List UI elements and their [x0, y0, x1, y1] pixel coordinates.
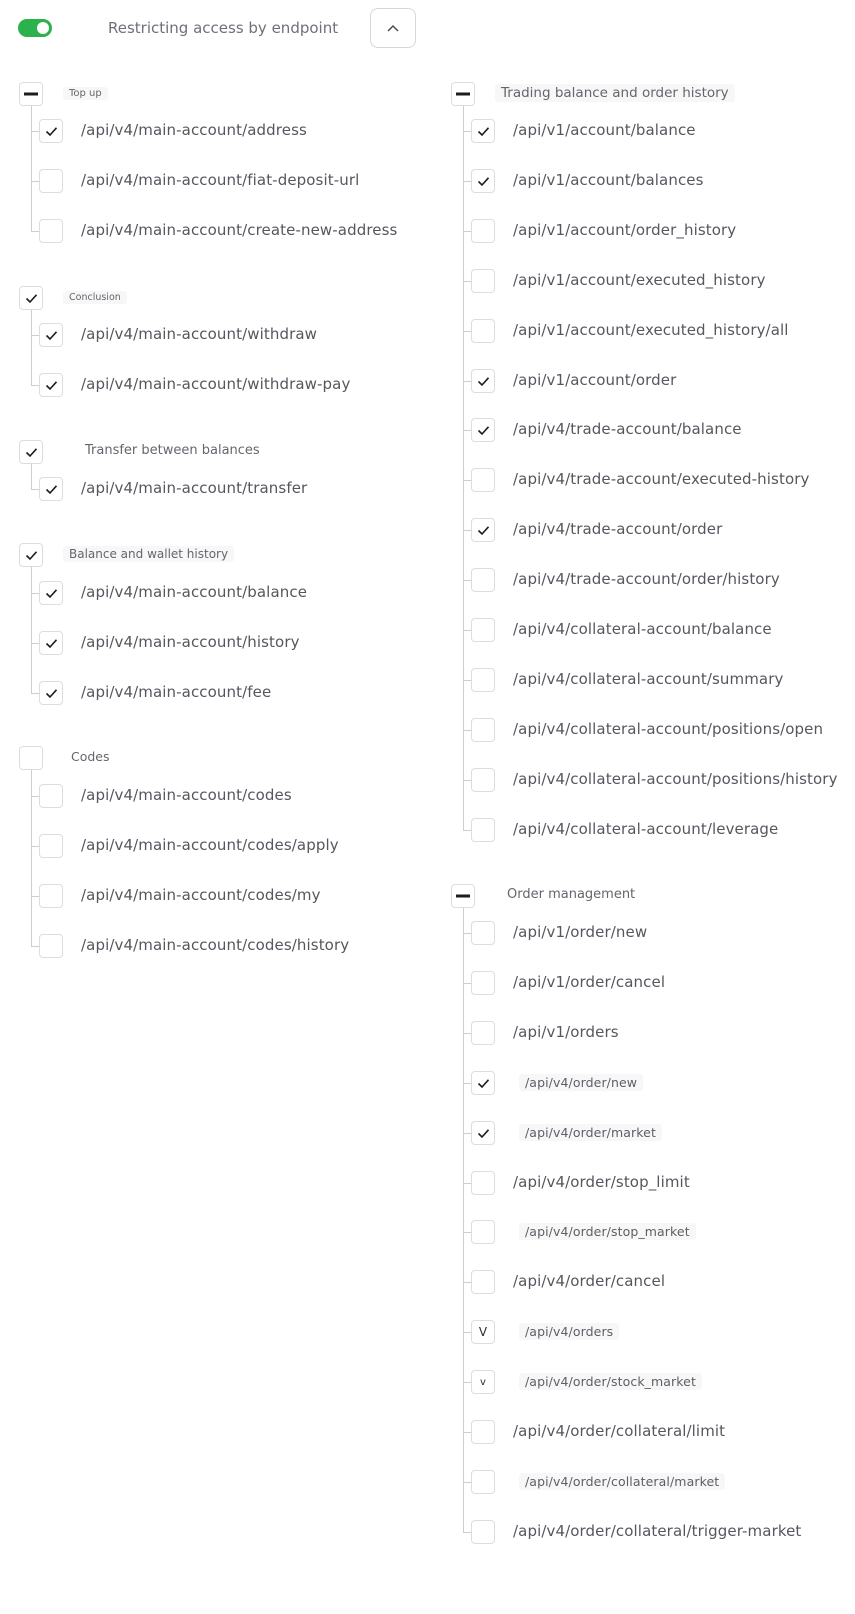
right_groups-item-checkbox[interactable] — [471, 768, 495, 792]
left_groups-group-4-checkbox[interactable] — [19, 746, 43, 770]
left_groups-group-1-checkbox[interactable] — [19, 286, 43, 310]
endpoint-label: /api/v4/main-account/codes — [81, 786, 292, 804]
left_groups-item-checkbox[interactable] — [39, 934, 63, 958]
endpoint-label: /api/v4/main-account/balance — [81, 583, 308, 601]
tree-branch — [463, 1482, 471, 1483]
tree-branch — [31, 385, 39, 386]
checkmark-icon — [45, 380, 58, 391]
checkmark-icon — [477, 425, 490, 436]
endpoint-label: /api/v4/main-account/withdraw-pay — [81, 375, 351, 393]
tree-branch — [463, 1532, 471, 1533]
tree-branch — [463, 331, 471, 332]
checkmark-icon — [477, 525, 490, 536]
group-label: Codes — [71, 749, 110, 764]
endpoint-label: /api/v4/trade-account/balance — [513, 420, 742, 438]
right_groups-item-checkbox[interactable] — [471, 518, 495, 542]
left_groups-item-checkbox[interactable] — [39, 784, 63, 808]
endpoint-label: /api/v4/order/cancel — [513, 1272, 666, 1290]
right_groups-item-checkbox[interactable] — [471, 1520, 495, 1544]
left_groups-item-checkbox[interactable] — [39, 477, 63, 501]
tree-branch — [463, 1382, 471, 1383]
tree-branch — [463, 830, 471, 831]
left_groups-item-checkbox[interactable] — [39, 884, 63, 908]
endpoint-label: /api/v4/main-account/codes/apply — [81, 836, 339, 854]
tree-branch — [463, 181, 471, 182]
left_groups-item-checkbox[interactable] — [39, 169, 63, 193]
right_groups-item-checkbox[interactable] — [471, 319, 495, 343]
right_groups-group-0-checkbox[interactable] — [451, 82, 475, 106]
endpoint-label: /api/v4/main-account/create-new-address — [81, 221, 398, 239]
tree-branch — [463, 730, 471, 731]
group-label: Trading balance and order history — [495, 84, 735, 102]
tree-branch — [463, 983, 471, 984]
right_groups-item-checkbox[interactable] — [471, 668, 495, 692]
checkmark-icon — [45, 126, 58, 137]
checkmark-icon — [45, 638, 58, 649]
endpoint-label: /api/v4/order/collateral/market — [519, 1473, 725, 1490]
tree-branch — [463, 1183, 471, 1184]
checkmark-icon — [477, 176, 490, 187]
left_groups-item-checkbox[interactable] — [39, 581, 63, 605]
group-label: Balance and wallet history — [63, 546, 234, 562]
left_groups-item-checkbox[interactable] — [39, 834, 63, 858]
right_groups-group-1-checkbox[interactable] — [451, 884, 475, 908]
right_groups-item-checkbox[interactable] — [471, 1021, 495, 1045]
endpoint-label: /api/v1/account/order_history — [513, 221, 737, 239]
tree-branch — [463, 131, 471, 132]
right_groups-item-checkbox[interactable] — [471, 269, 495, 293]
right_groups-item-checkbox[interactable] — [471, 568, 495, 592]
endpoint-label: /api/v4/trade-account/order/history — [513, 570, 780, 588]
endpoint-label: /api/v4/order/collateral/limit — [513, 1422, 726, 1440]
tree-branch — [463, 381, 471, 382]
endpoint-restriction-toggle[interactable] — [18, 19, 52, 37]
toggle-knob — [37, 22, 49, 34]
right_groups-item-checkbox[interactable] — [471, 1320, 495, 1344]
checkmark-icon — [477, 376, 490, 387]
endpoint-label: /api/v4/collateral-account/positions/open — [513, 720, 824, 738]
endpoint-label: /api/v4/main-account/withdraw — [81, 325, 318, 343]
right_groups-item-checkbox[interactable] — [471, 718, 495, 742]
tree-branch — [31, 946, 39, 947]
tree-branch — [463, 933, 471, 934]
endpoint-label: /api/v1/account/balances — [513, 171, 704, 189]
tree-branch — [31, 489, 39, 490]
group-label: Conclusion — [63, 291, 127, 304]
group-label: Top up — [63, 87, 108, 100]
endpoint-label: /api/v4/main-account/codes/history — [81, 936, 350, 954]
endpoint-label: /api/v4/trade-account/executed-history — [513, 470, 810, 488]
tree-branch — [463, 630, 471, 631]
endpoint-label: /api/v1/account/balance — [513, 121, 696, 139]
endpoint-label: /api/v4/main-account/history — [81, 633, 300, 651]
left_groups-item-checkbox[interactable] — [39, 323, 63, 347]
endpoint-label: /api/v4/order/stop_limit — [513, 1173, 690, 1191]
tree-branch — [463, 1133, 471, 1134]
tree-branch — [463, 1232, 471, 1233]
checkmark-icon — [45, 688, 58, 699]
endpoint-label: /api/v4/main-account/transfer — [81, 479, 308, 497]
tree-branch — [31, 643, 39, 644]
tree-connector — [31, 464, 32, 489]
tree-branch — [463, 1282, 471, 1283]
tree-connector — [31, 567, 32, 693]
group-label: Transfer between balances — [85, 442, 260, 458]
endpoint-label: /api/v4/collateral-account/balance — [513, 620, 772, 638]
endpoint-label: /api/v1/order/new — [513, 923, 648, 941]
tree-branch — [31, 796, 39, 797]
right_groups-item-checkbox[interactable] — [471, 418, 495, 442]
checkmark-icon — [25, 447, 38, 458]
endpoint-label: /api/v1/account/executed_history/all — [513, 321, 789, 339]
left_groups-group-2-checkbox[interactable] — [19, 440, 43, 464]
right_groups-item-checkbox[interactable] — [471, 1270, 495, 1294]
endpoint-label: /api/v4/order/stop_market — [519, 1223, 696, 1240]
checkmark-icon — [25, 550, 38, 561]
left_groups-item-checkbox[interactable] — [39, 219, 63, 243]
checkmark-icon — [45, 484, 58, 495]
right_groups-item-checkbox[interactable] — [471, 1220, 495, 1244]
checkmark-icon — [477, 126, 490, 137]
right_groups-item-checkbox[interactable] — [471, 369, 495, 393]
tree-connector — [463, 106, 464, 830]
right_groups-item-checkbox[interactable] — [471, 618, 495, 642]
endpoint-label: /api/v4/collateral-account/leverage — [513, 820, 779, 838]
endpoint-label: /api/v4/order/collateral/trigger-market — [513, 1522, 802, 1540]
left_groups-item-checkbox[interactable] — [39, 373, 63, 397]
endpoint-label: /api/v1/order/cancel — [513, 973, 666, 991]
tree-branch — [463, 281, 471, 282]
right_groups-item-checkbox[interactable] — [471, 1071, 495, 1095]
tree-branch — [463, 1083, 471, 1084]
endpoint-label: /api/v4/order/market — [519, 1124, 662, 1141]
tree-branch — [31, 846, 39, 847]
endpoint-label: /api/v4/orders — [519, 1323, 619, 1340]
right_groups-item-checkbox[interactable] — [471, 219, 495, 243]
tree-branch — [31, 131, 39, 132]
left_groups-group-0-checkbox[interactable] — [19, 82, 43, 106]
right_groups-item-checkbox[interactable] — [471, 1470, 495, 1494]
tree-branch — [31, 693, 39, 694]
endpoint-label: /api/v4/order/new — [519, 1074, 643, 1091]
tree-branch — [463, 530, 471, 531]
left_groups-item-checkbox[interactable] — [39, 119, 63, 143]
left_groups-group-3-checkbox[interactable] — [19, 543, 43, 567]
endpoint-label: /api/v1/account/executed_history — [513, 271, 766, 289]
tree-connector — [31, 106, 32, 231]
tree-branch — [31, 335, 39, 336]
tree-branch — [463, 580, 471, 581]
tree-connector — [463, 908, 464, 1532]
endpoint-label: /api/v1/account/order — [513, 371, 677, 389]
left_groups-item-checkbox[interactable] — [39, 631, 63, 655]
tree-branch — [463, 1033, 471, 1034]
right_groups-item-checkbox[interactable] — [471, 468, 495, 492]
tree-branch — [463, 680, 471, 681]
endpoint-label: /api/v4/collateral-account/positions/history — [513, 770, 838, 788]
endpoint-label: /api/v4/main-account/fiat-deposit-url — [81, 171, 360, 189]
right_groups-item-checkbox[interactable] — [471, 1171, 495, 1195]
tree-branch — [31, 231, 39, 232]
right_groups-item-checkbox[interactable] — [471, 1370, 495, 1394]
minus-icon — [24, 92, 38, 96]
tree-branch — [463, 480, 471, 481]
tree-branch — [463, 231, 471, 232]
right_groups-item-checkbox[interactable] — [471, 1420, 495, 1444]
tree-branch — [463, 1332, 471, 1333]
endpoint-label: /api/v4/main-account/codes/my — [81, 886, 321, 904]
checkmark-icon — [45, 330, 58, 341]
minus-icon — [456, 92, 470, 96]
collapse-button[interactable] — [370, 8, 416, 48]
endpoint-label: /api/v4/main-account/address — [81, 121, 307, 139]
endpoint-label: /api/v4/order/stock_market — [519, 1373, 702, 1390]
endpoint-label: /api/v4/trade-account/order — [513, 520, 723, 538]
v-mark-icon: V — [478, 1325, 488, 1339]
right_groups-item-checkbox[interactable] — [471, 119, 495, 143]
checkmark-icon — [45, 588, 58, 599]
tree-branch — [463, 430, 471, 431]
endpoint-label: /api/v1/orders — [513, 1023, 619, 1041]
right_groups-item-checkbox[interactable] — [471, 818, 495, 842]
right_groups-item-checkbox[interactable] — [471, 921, 495, 945]
checkmark-icon — [25, 293, 38, 304]
right_groups-item-checkbox[interactable] — [471, 971, 495, 995]
page-title: Restricting access by endpoint — [108, 19, 339, 37]
tree-branch — [31, 593, 39, 594]
right_groups-item-checkbox[interactable] — [471, 1121, 495, 1145]
group-label: Order management — [507, 886, 636, 902]
tree-branch — [31, 181, 39, 182]
minus-icon — [456, 894, 470, 898]
tree-branch — [31, 896, 39, 897]
endpoint-label: /api/v4/collateral-account/summary — [513, 670, 784, 688]
tree-branch — [463, 780, 471, 781]
endpoint-label: /api/v4/main-account/fee — [81, 683, 272, 701]
tree-connector — [31, 310, 32, 385]
checkmark-icon — [477, 1128, 490, 1139]
checkmark-icon — [477, 1078, 490, 1089]
chevron-up-icon — [387, 24, 399, 32]
tree-branch — [463, 1432, 471, 1433]
v-mark-icon: v — [480, 1376, 486, 1388]
right_groups-item-checkbox[interactable] — [471, 169, 495, 193]
left_groups-item-checkbox[interactable] — [39, 681, 63, 705]
